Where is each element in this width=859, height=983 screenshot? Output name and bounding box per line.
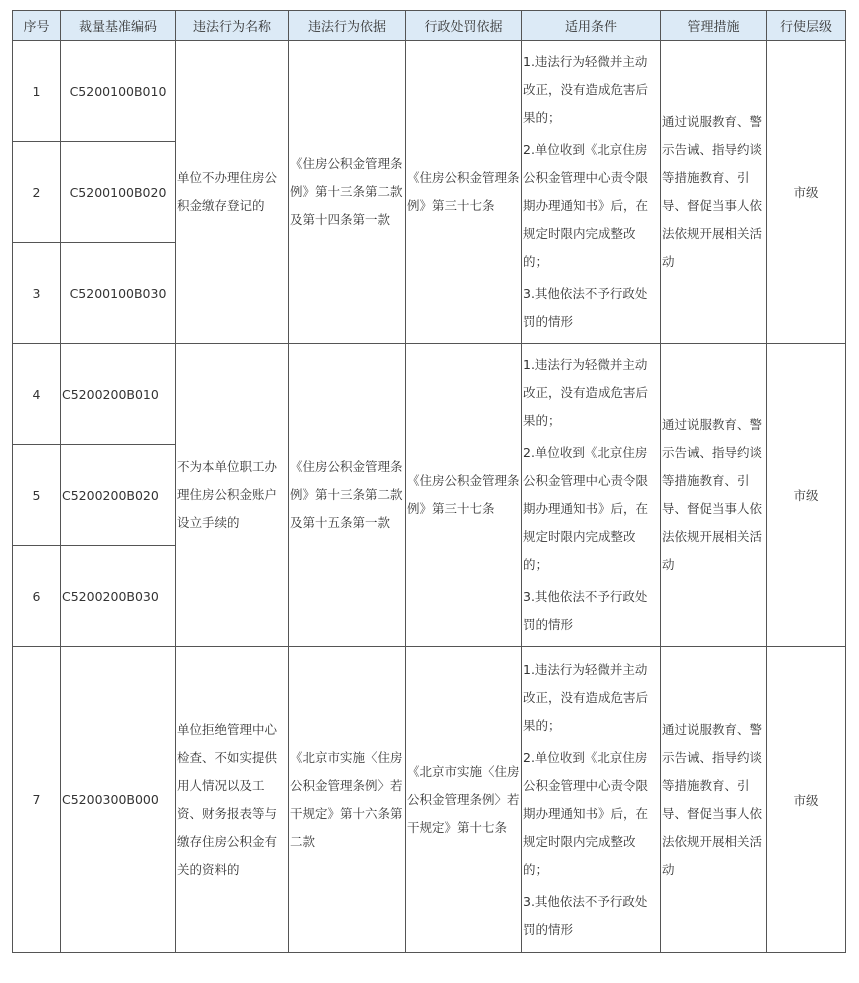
condition-item: 3.其他依法不予行政处罚的情形 xyxy=(523,589,648,632)
condition-item: 2.单位收到《北京住房公积金管理中心责令限期办理通知书》后，在规定时限内完成整改的； xyxy=(523,142,649,269)
row-code: C5200300B000 xyxy=(61,647,176,953)
row-code: C5200100B030 xyxy=(61,243,176,344)
row-number: 6 xyxy=(13,546,61,647)
penalty-discretion-table xyxy=(12,10,846,953)
table-row xyxy=(13,647,846,953)
header-penalty-basis: 行政处罚依据 xyxy=(406,11,522,41)
table-row xyxy=(13,41,846,142)
conditions-cell xyxy=(522,344,661,647)
violation-name: 不为本单位职工办理住房公积金账户设立手续的 xyxy=(176,344,289,647)
measures: 通过说服教育、警示告诫、指导约谈等措施教育、引导、督促当事人依法依规开展相关活动 xyxy=(661,344,767,647)
level: 市级 xyxy=(767,647,846,953)
condition-item: 1.违法行为轻微并主动改正，没有造成危害后果的； xyxy=(523,54,649,125)
conditions-cell xyxy=(522,647,661,953)
row-code: C5200200B030 xyxy=(61,546,176,647)
header-conditions: 适用条件 xyxy=(522,11,661,41)
header-no: 序号 xyxy=(13,11,61,41)
row-number: 3 xyxy=(13,243,61,344)
level: 市级 xyxy=(767,344,846,647)
row-code: C5200100B020 xyxy=(61,142,176,243)
row-number: 2 xyxy=(13,142,61,243)
header-row xyxy=(13,11,846,41)
penalty-basis: 《住房公积金管理条例》第三十七条 xyxy=(406,344,522,647)
table-row xyxy=(13,344,846,445)
level: 市级 xyxy=(767,41,846,344)
header-code: 裁量基准编码 xyxy=(61,11,176,41)
violation-basis: 《住房公积金管理条例》第十三条第二款及第十四条第一款 xyxy=(289,41,406,344)
violation-basis: 《北京市实施〈住房公积金管理条例〉若干规定》第十六条第二款 xyxy=(289,647,406,953)
row-number: 7 xyxy=(13,647,61,953)
condition-item: 3.其他依法不予行政处罚的情形 xyxy=(523,286,648,329)
condition-item: 3.其他依法不予行政处罚的情形 xyxy=(523,893,648,937)
row-code: C5200100B010 xyxy=(61,41,176,142)
condition-item: 1.违法行为轻微并主动改正，没有造成危害后果的； xyxy=(523,357,649,428)
condition-item: 2.单位收到《北京住房公积金管理中心责令限期办理通知书》后，在规定时限内完成整改的； xyxy=(523,749,649,877)
violation-name: 单位拒绝管理中心检查、不如实提供用人情况以及工资、财务报表等与缴存住房公积金有关的资料的 xyxy=(176,647,289,953)
row-number: 4 xyxy=(13,344,61,445)
row-number: 1 xyxy=(13,41,61,142)
conditions-cell xyxy=(522,41,661,344)
violation-name: 单位不办理住房公积金缴存登记的 xyxy=(176,41,289,344)
condition-item: 2.单位收到《北京住房公积金管理中心责令限期办理通知书》后，在规定时限内完成整改的； xyxy=(523,445,649,572)
penalty-basis: 《住房公积金管理条例》第三十七条 xyxy=(406,41,522,344)
measures: 通过说服教育、警示告诫、指导约谈等措施教育、引导、督促当事人依法依规开展相关活动 xyxy=(661,41,767,344)
row-code: C5200200B020 xyxy=(61,445,176,546)
penalty-basis: 《北京市实施〈住房公积金管理条例〉若干规定》第十七条 xyxy=(406,647,522,953)
measures: 通过说服教育、警示告诫、指导约谈等措施教育、引导、督促当事人依法依规开展相关活动 xyxy=(661,647,767,953)
header-level: 行使层级 xyxy=(767,11,846,41)
header-name: 违法行为名称 xyxy=(176,11,289,41)
violation-basis: 《住房公积金管理条例》第十三条第二款及第十五条第一款 xyxy=(289,344,406,647)
row-code: C5200200B010 xyxy=(61,344,176,445)
header-basis: 违法行为依据 xyxy=(289,11,406,41)
row-number: 5 xyxy=(13,445,61,546)
header-measures: 管理措施 xyxy=(661,11,767,41)
condition-item: 1.违法行为轻微并主动改正，没有造成危害后果的； xyxy=(523,661,649,733)
